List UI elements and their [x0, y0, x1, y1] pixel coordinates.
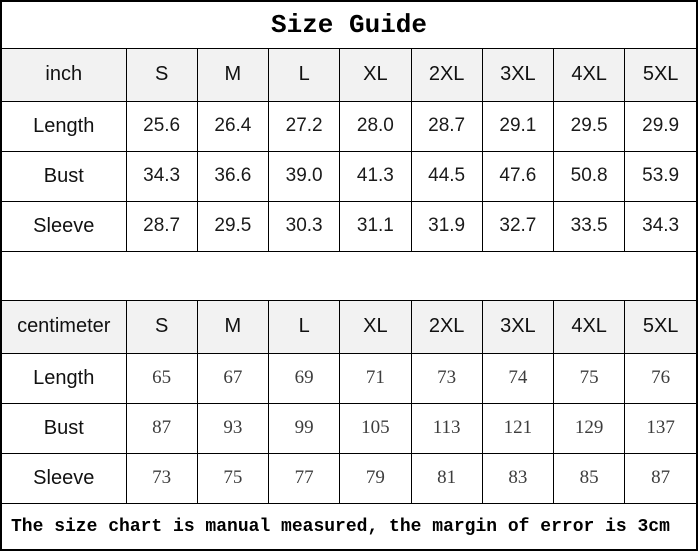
- inch-size-table: [2, 49, 696, 251]
- value-cell: 32.7: [482, 201, 553, 251]
- measure-label-cell: Length: [2, 353, 126, 403]
- table-row: [2, 403, 696, 453]
- value-cell: 129: [554, 403, 625, 453]
- unit-label-cell: centimeter: [2, 301, 126, 353]
- page-title: Size Guide: [2, 2, 696, 49]
- value-cell: 39.0: [269, 151, 340, 201]
- table-row: [2, 453, 696, 503]
- size-header-cell: 2XL: [411, 49, 482, 101]
- value-cell: 75: [554, 353, 625, 403]
- value-cell: 121: [482, 403, 553, 453]
- size-header-cell: S: [126, 49, 197, 101]
- value-cell: 93: [197, 403, 268, 453]
- size-header-cell: L: [269, 301, 340, 353]
- value-cell: 69: [269, 353, 340, 403]
- value-cell: 30.3: [269, 201, 340, 251]
- value-cell: 77: [269, 453, 340, 503]
- value-cell: 99: [269, 403, 340, 453]
- measure-label-cell: Sleeve: [2, 453, 126, 503]
- value-cell: 105: [340, 403, 411, 453]
- value-cell: 87: [625, 453, 696, 503]
- footer-note: The size chart is manual measured, the margin of error is 3cm: [2, 503, 696, 549]
- size-header-cell: 5XL: [625, 301, 696, 353]
- value-cell: 83: [482, 453, 553, 503]
- value-cell: 65: [126, 353, 197, 403]
- value-cell: 33.5: [554, 201, 625, 251]
- value-cell: 44.5: [411, 151, 482, 201]
- size-header-row: [2, 301, 696, 353]
- value-cell: 71: [340, 353, 411, 403]
- size-header-cell: S: [126, 301, 197, 353]
- size-header-cell: L: [269, 49, 340, 101]
- value-cell: 67: [197, 353, 268, 403]
- value-cell: 79: [340, 453, 411, 503]
- size-header-cell: 3XL: [482, 301, 553, 353]
- size-header-row: [2, 49, 696, 101]
- size-header-cell: 5XL: [625, 49, 696, 101]
- size-header-cell: 2XL: [411, 301, 482, 353]
- measure-label-cell: Bust: [2, 151, 126, 201]
- value-cell: 36.6: [197, 151, 268, 201]
- value-cell: 73: [126, 453, 197, 503]
- value-cell: 113: [411, 403, 482, 453]
- value-cell: 34.3: [126, 151, 197, 201]
- value-cell: 76: [625, 353, 696, 403]
- value-cell: 28.7: [411, 101, 482, 151]
- table-row: [2, 101, 696, 151]
- measure-label-cell: Bust: [2, 403, 126, 453]
- value-cell: 29.5: [197, 201, 268, 251]
- value-cell: 29.1: [482, 101, 553, 151]
- size-header-cell: M: [197, 49, 268, 101]
- value-cell: 31.1: [340, 201, 411, 251]
- size-header-cell: 4XL: [554, 49, 625, 101]
- measure-label-cell: Length: [2, 101, 126, 151]
- size-header-cell: 4XL: [554, 301, 625, 353]
- value-cell: 25.6: [126, 101, 197, 151]
- value-cell: 73: [411, 353, 482, 403]
- table-spacer: [2, 251, 696, 301]
- size-header-cell: XL: [340, 49, 411, 101]
- value-cell: 87: [126, 403, 197, 453]
- value-cell: 137: [625, 403, 696, 453]
- value-cell: 50.8: [554, 151, 625, 201]
- value-cell: 34.3: [625, 201, 696, 251]
- value-cell: 29.5: [554, 101, 625, 151]
- value-cell: 28.7: [126, 201, 197, 251]
- unit-label-cell: inch: [2, 49, 126, 101]
- measure-label-cell: Sleeve: [2, 201, 126, 251]
- value-cell: 29.9: [625, 101, 696, 151]
- table-row: [2, 151, 696, 201]
- value-cell: 53.9: [625, 151, 696, 201]
- value-cell: 27.2: [269, 101, 340, 151]
- value-cell: 81: [411, 453, 482, 503]
- cm-size-table: [2, 301, 696, 503]
- table-row: [2, 353, 696, 403]
- size-header-cell: M: [197, 301, 268, 353]
- size-header-cell: XL: [340, 301, 411, 353]
- value-cell: 41.3: [340, 151, 411, 201]
- value-cell: 31.9: [411, 201, 482, 251]
- value-cell: 75: [197, 453, 268, 503]
- table-row: [2, 201, 696, 251]
- size-header-cell: 3XL: [482, 49, 553, 101]
- value-cell: 26.4: [197, 101, 268, 151]
- value-cell: 74: [482, 353, 553, 403]
- value-cell: 28.0: [340, 101, 411, 151]
- value-cell: 85: [554, 453, 625, 503]
- value-cell: 47.6: [482, 151, 553, 201]
